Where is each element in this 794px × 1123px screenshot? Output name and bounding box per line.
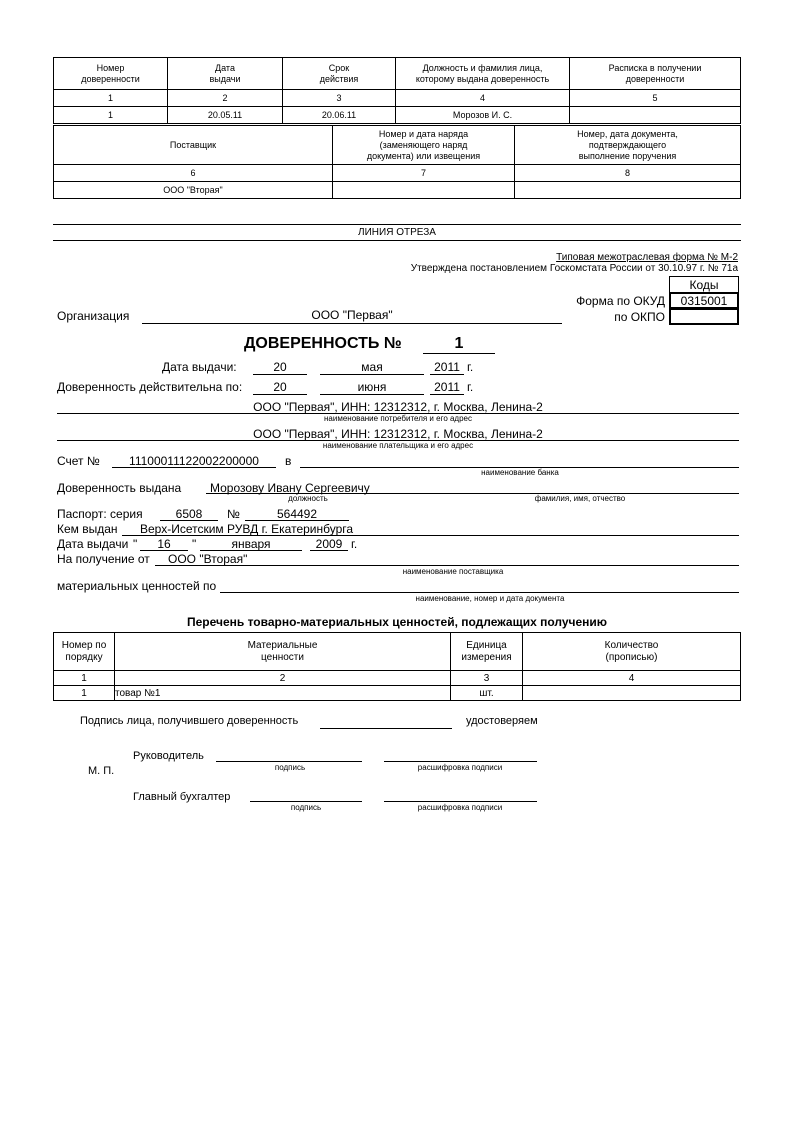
stub-cell-receipt	[570, 107, 741, 124]
passport-year-suffix: г.	[351, 537, 358, 551]
consumer-caption: наименование потребителя и его адрес	[324, 414, 472, 423]
stub-colnum: 1	[54, 90, 168, 107]
bank-in-label: в	[285, 454, 292, 468]
list-header-number: Номер по порядку	[54, 633, 115, 671]
passport-issuer-line	[122, 535, 739, 536]
valid-day-line	[253, 394, 307, 395]
cut-line-label: ЛИНИЯ ОТРЕЗА	[358, 227, 436, 238]
valid-until-label: Доверенность действительна по:	[57, 380, 243, 394]
accountant-sign-line	[250, 801, 362, 802]
issue-month: мая	[361, 360, 383, 374]
stub-header-receipt: Расписка в получении доверенности	[570, 58, 741, 90]
list-header-quantity: Количество (прописью)	[523, 633, 741, 671]
receive-label: На получение от	[57, 552, 150, 566]
document-title: ДОВЕРЕННОСТЬ №	[244, 335, 402, 352]
stamp-label: М. П.	[88, 765, 115, 777]
stub-cell-person: Морозов И. С.	[396, 107, 570, 124]
supplier-caption: наименование поставщика	[402, 567, 504, 576]
materials-table	[53, 632, 741, 701]
passport-issuer: Верх-Исетским РУВД г. Екатеринбурга	[140, 522, 354, 536]
passport-number-label: №	[227, 507, 240, 521]
valid-year: 2011	[434, 380, 460, 394]
stub-cell-number: 1	[54, 107, 168, 124]
okud-value: 0315001	[669, 292, 739, 309]
holder-signature-label: Подпись лица, получившего доверенность	[80, 715, 299, 727]
bank-caption: наименование банка	[481, 468, 559, 477]
position-caption: должность	[288, 494, 328, 503]
stub-colnum: 7	[333, 165, 515, 182]
materials-label: материальных ценностей по	[57, 579, 217, 593]
table-row	[54, 686, 741, 701]
fullname-caption: фамилия, имя, отчество	[534, 494, 626, 503]
issue-month-line	[320, 374, 424, 375]
form-ref-title: Типовая межотраслевая форма № М-2	[556, 252, 738, 263]
passport-month: января	[231, 537, 271, 551]
issued-to-value: Морозову Ивану Сергеевичу	[210, 481, 370, 495]
codes-header: Коды	[669, 276, 739, 293]
list-header-materials: Материальные ценности	[115, 633, 451, 671]
materials-line	[220, 592, 739, 593]
issue-day-line	[253, 374, 307, 375]
okud-label: Форма по ОКУД	[576, 294, 665, 308]
stub-cell-valid: 20.06.11	[283, 107, 396, 124]
passport-date-quote-close: "	[192, 537, 197, 551]
okpo-value	[669, 308, 739, 325]
stub-header-doc: Номер, дата документа, подтверждающего выполнение поручения	[515, 126, 741, 165]
certify-label: удостоверяем	[466, 715, 538, 727]
cut-line-bottom	[53, 240, 741, 241]
stub-header-supplier: Поставщик	[54, 126, 333, 165]
passport-series-label: Паспорт: серия	[57, 507, 143, 521]
stub-header-number: Номер доверенности	[54, 58, 168, 90]
stub-colnum: 3	[283, 90, 396, 107]
consumer-value: ООО "Первая", ИНН: 12312312, г. Москва, Ленина-2	[253, 400, 543, 414]
stub-header-order: Номер и дата наряда (заменяющего наряд документа) или извещения	[333, 126, 515, 165]
list-cell-quantity	[523, 686, 741, 701]
valid-year-suffix: г.	[467, 380, 474, 394]
accountant-label: Главный бухгалтер	[133, 791, 231, 803]
account-value: 11100011122002200000	[129, 454, 259, 468]
list-cell-number: 1	[54, 686, 115, 701]
organization-value: ООО "Первая"	[311, 308, 393, 322]
passport-day-line	[140, 550, 188, 551]
list-colnum: 3	[451, 671, 523, 686]
document-number-line	[423, 353, 495, 354]
receive-value: ООО "Вторая"	[168, 552, 248, 566]
passport-series: 6508	[175, 507, 203, 521]
stub-colnum: 6	[54, 165, 333, 182]
list-header-unit: Единица измерения	[451, 633, 523, 671]
passport-year: 2009	[315, 537, 343, 551]
head-sign-caption: подпись	[274, 763, 306, 772]
passport-day: 16	[157, 537, 171, 551]
stub-cell-doc	[515, 182, 741, 199]
account-line	[112, 467, 276, 468]
organization-line	[142, 323, 562, 324]
head-label: Руководитель	[133, 750, 204, 762]
accountant-sign-caption: подпись	[290, 803, 322, 812]
passport-date-label: Дата выдачи	[57, 537, 129, 551]
stub-cell-order	[333, 182, 515, 199]
issue-year-line	[430, 374, 464, 375]
holder-signature-line	[320, 728, 452, 729]
stub-colnum: 4	[396, 90, 570, 107]
stub-cell-date: 20.05.11	[168, 107, 283, 124]
passport-month-line	[200, 550, 302, 551]
list-colnum: 2	[115, 671, 451, 686]
receive-line	[155, 565, 739, 566]
stub-colnum: 2	[168, 90, 283, 107]
payer-value: ООО "Первая", ИНН: 12312312, г. Москва, Ленина-2	[253, 427, 543, 441]
organization-label: Организация	[57, 309, 130, 323]
issue-day: 20	[273, 360, 287, 374]
okpo-label: по ОКПО	[614, 310, 665, 324]
stub-table-2	[53, 125, 741, 199]
head-sign-line	[216, 761, 362, 762]
stub-header-date: Дата выдачи	[168, 58, 283, 90]
stub-colnum: 8	[515, 165, 741, 182]
list-colnum: 1	[54, 671, 115, 686]
passport-series-line	[160, 520, 218, 521]
passport-number: 564492	[276, 507, 318, 521]
accountant-decode-line	[384, 801, 537, 802]
stub-colnum: 5	[570, 90, 741, 107]
head-decode-line	[384, 761, 537, 762]
list-colnum: 4	[523, 671, 741, 686]
valid-day: 20	[273, 380, 287, 394]
issue-year-suffix: г.	[467, 360, 474, 374]
payer-caption: наименование плательщика и его адрес	[322, 441, 474, 450]
cut-line-top	[53, 224, 741, 225]
passport-issuer-label: Кем выдан	[57, 522, 118, 536]
valid-month: июня	[357, 380, 387, 394]
list-cell-unit: шт.	[451, 686, 523, 701]
document-number: 1	[454, 335, 464, 352]
issue-year: 2011	[434, 360, 460, 374]
account-label: Счет №	[57, 454, 100, 468]
valid-year-line	[430, 394, 464, 395]
stub-table	[53, 57, 741, 124]
issued-to-label: Доверенность выдана	[57, 481, 182, 495]
passport-date-quote-open: "	[133, 537, 138, 551]
issue-date-label: Дата выдачи:	[162, 360, 237, 374]
passport-year-line	[310, 550, 348, 551]
valid-month-line	[320, 394, 424, 395]
materials-caption: наименование, номер и дата документа	[415, 594, 565, 603]
stub-header-person: Должность и фамилия лица, которому выдана доверенность	[396, 58, 570, 90]
stub-header-valid: Срок действия	[283, 58, 396, 90]
head-decode-caption: расшифровка подписи	[417, 763, 503, 772]
list-title: Перечень товарно-материальных ценностей, подлежащих получению	[186, 615, 608, 629]
accountant-decode-caption: расшифровка подписи	[417, 803, 503, 812]
stub-cell-supplier: ООО "Вторая"	[54, 182, 333, 199]
form-ref-approved: Утверждена постановлением Госкомстата России от 30.10.97 г. № 71а	[410, 263, 738, 274]
passport-number-line	[245, 520, 349, 521]
list-cell-material: товар №1	[115, 686, 451, 701]
